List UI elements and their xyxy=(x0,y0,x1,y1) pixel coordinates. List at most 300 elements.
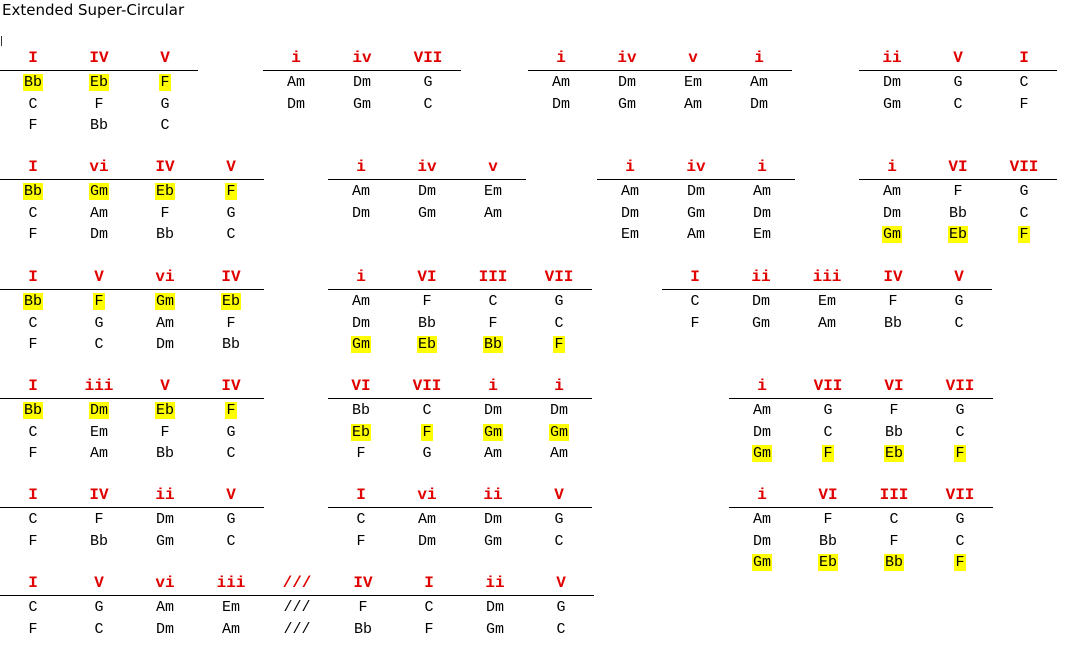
chord-cell xyxy=(460,313,526,334)
roman-numeral-header: iv xyxy=(417,158,437,176)
roman-numeral-header: VII xyxy=(945,377,975,395)
chord-name: /// xyxy=(283,620,311,638)
chord-cell xyxy=(726,94,792,115)
roman-numeral-header: i xyxy=(757,377,767,395)
chord-cell xyxy=(728,291,794,312)
chord-name: Em xyxy=(752,226,771,243)
chord-cell xyxy=(66,291,132,312)
chord-name: F xyxy=(160,204,170,222)
roman-numeral-header: I xyxy=(28,486,38,504)
chord-cell xyxy=(132,443,198,464)
chord-name: Dm xyxy=(485,599,504,616)
header-underline xyxy=(0,179,264,180)
chord-cell xyxy=(526,531,592,552)
chord-cell xyxy=(926,313,992,334)
chord-cell xyxy=(729,552,795,573)
chord-name: F xyxy=(953,183,963,200)
chord-cell xyxy=(460,400,526,421)
chord-cell xyxy=(198,509,264,530)
chord-name: Dm xyxy=(686,183,705,200)
chord-name: Gm xyxy=(617,95,636,113)
chord-cell xyxy=(329,72,395,93)
chord-cell xyxy=(526,291,592,312)
chord-cell xyxy=(395,94,461,115)
chord-name: C xyxy=(422,402,432,419)
chord-name: Gm xyxy=(549,423,568,441)
chord-name: Bb xyxy=(155,226,174,243)
chord-name: F xyxy=(226,183,236,200)
roman-numeral-header: V xyxy=(953,49,963,67)
chord-cell xyxy=(528,619,594,640)
chord-name: C xyxy=(955,423,965,441)
chord-cell xyxy=(0,597,66,618)
chord-name: Am xyxy=(89,204,108,222)
chord-name: C xyxy=(28,95,38,113)
chord-name: C xyxy=(160,117,170,134)
chord-cell xyxy=(795,531,861,552)
chord-name: Eb xyxy=(155,402,174,419)
chord-cell xyxy=(991,224,1057,245)
chord-cell xyxy=(132,400,198,421)
roman-numeral-header: i xyxy=(291,49,301,67)
chord-cell xyxy=(0,224,66,245)
chord-cell xyxy=(660,72,726,93)
roman-numeral-header: i xyxy=(356,158,366,176)
roman-numeral-header: i xyxy=(625,158,635,176)
chord-cell xyxy=(132,291,198,312)
chord-name: Am xyxy=(752,511,771,528)
chord-cell xyxy=(264,619,330,640)
chord-name: C xyxy=(1019,74,1029,91)
chord-cell xyxy=(198,203,264,224)
chord-name: C xyxy=(94,620,104,638)
chord-name: Bb xyxy=(884,423,903,441)
chord-name: F xyxy=(823,445,833,462)
header-underline xyxy=(263,70,461,71)
chord-cell xyxy=(132,313,198,334)
chord-cell xyxy=(66,619,132,640)
chord-cell xyxy=(0,509,66,530)
chord-cell xyxy=(794,291,860,312)
chord-name: G xyxy=(953,74,963,91)
chord-name: F xyxy=(356,532,366,550)
chord-cell xyxy=(394,181,460,202)
roman-numeral-header: VII xyxy=(1009,158,1039,176)
chord-name: Am xyxy=(483,445,502,462)
chord-cell xyxy=(729,531,795,552)
chord-name: Am xyxy=(749,74,768,91)
chord-cell xyxy=(663,203,729,224)
chord-cell xyxy=(991,94,1057,115)
chord-name: F xyxy=(94,95,104,113)
chord-name: Am xyxy=(620,183,639,200)
header-underline xyxy=(0,595,594,596)
chord-cell xyxy=(594,72,660,93)
chord-name: Am xyxy=(351,183,370,200)
chord-cell xyxy=(394,531,460,552)
chord-cell xyxy=(66,443,132,464)
chord-cell xyxy=(330,619,396,640)
roman-numeral-header: ii xyxy=(483,486,503,504)
chord-name: Gm xyxy=(751,314,770,332)
roman-numeral-header: I xyxy=(424,574,434,592)
roman-numeral-header: III xyxy=(478,268,508,286)
chord-cell xyxy=(66,531,132,552)
chord-name: F xyxy=(823,511,833,528)
chord-name: Bb xyxy=(23,293,42,310)
chord-cell xyxy=(198,443,264,464)
chord-cell xyxy=(396,619,462,640)
chord-name: Dm xyxy=(351,314,370,332)
chord-name: C xyxy=(889,511,899,528)
chord-name: /// xyxy=(283,599,311,616)
chord-name: Dm xyxy=(617,74,636,91)
chord-name: Bb xyxy=(89,532,108,550)
chord-cell xyxy=(0,115,66,136)
chord-name: C xyxy=(955,532,965,550)
roman-numeral-header: V xyxy=(160,49,170,67)
chord-cell xyxy=(662,291,728,312)
roman-numeral-header: IV xyxy=(89,49,109,67)
chord-cell xyxy=(460,422,526,443)
chord-cell xyxy=(859,72,925,93)
roman-numeral-header: VI xyxy=(417,268,437,286)
chord-cell xyxy=(132,334,198,355)
chord-cell xyxy=(594,94,660,115)
chord-name: Dm xyxy=(882,74,901,91)
chord-name: F xyxy=(488,314,498,332)
chord-name: Eb xyxy=(417,336,436,353)
chord-name: C xyxy=(554,314,564,332)
chord-name: C xyxy=(823,423,833,441)
chord-cell xyxy=(729,203,795,224)
chord-cell xyxy=(861,509,927,530)
chord-name: F xyxy=(1019,226,1029,243)
chord-name: Eb xyxy=(948,226,967,243)
chord-cell xyxy=(394,334,460,355)
chord-name: Dm xyxy=(351,204,370,222)
chord-cell xyxy=(795,552,861,573)
chord-name: Bb xyxy=(89,117,108,134)
chord-cell xyxy=(597,224,663,245)
roman-numeral-header: i xyxy=(554,377,564,395)
chord-name: C xyxy=(423,95,433,113)
chord-cell xyxy=(394,313,460,334)
roman-numeral-header: VI xyxy=(884,377,904,395)
chord-name: C xyxy=(28,423,38,441)
chord-cell xyxy=(394,422,460,443)
chord-name: C xyxy=(690,293,700,310)
chord-name: F xyxy=(226,402,236,419)
chord-name: Dm xyxy=(882,204,901,222)
roman-numeral-header: ii xyxy=(485,574,505,592)
roman-numeral-header: i xyxy=(754,49,764,67)
chord-name: Am xyxy=(483,204,502,222)
roman-numeral-header: vi xyxy=(89,158,109,176)
roman-numeral-header: IV xyxy=(353,574,373,592)
chord-cell xyxy=(132,619,198,640)
chord-name: C xyxy=(554,532,564,550)
chord-cell xyxy=(861,422,927,443)
chord-name: Dm xyxy=(417,183,436,200)
chord-name: G xyxy=(954,293,964,310)
chord-name: F xyxy=(28,226,38,243)
chord-cell xyxy=(132,203,198,224)
chord-name: Bb xyxy=(221,336,240,353)
chord-cell xyxy=(66,334,132,355)
header-underline xyxy=(729,398,993,399)
chord-name: C xyxy=(356,511,366,528)
chord-name: Dm xyxy=(620,204,639,222)
chord-name: Bb xyxy=(483,336,502,353)
chord-cell xyxy=(198,422,264,443)
roman-numeral-header: v xyxy=(488,158,498,176)
chord-cell xyxy=(132,181,198,202)
chord-name: Dm xyxy=(751,293,770,310)
chord-cell xyxy=(597,181,663,202)
chord-cell xyxy=(528,72,594,93)
header-underline xyxy=(328,507,592,508)
chord-name: C xyxy=(1019,204,1029,222)
chord-cell xyxy=(394,443,460,464)
chord-cell xyxy=(859,224,925,245)
roman-numeral-header: VI xyxy=(818,486,838,504)
document-title: Extended Super-Circular xyxy=(2,1,185,19)
chord-cell xyxy=(198,334,264,355)
chord-name: Am xyxy=(155,599,174,616)
chord-cell xyxy=(460,334,526,355)
chord-cell xyxy=(66,72,132,93)
roman-numeral-header: v xyxy=(688,49,698,67)
chord-cell xyxy=(460,181,526,202)
chord-cell xyxy=(0,334,66,355)
roman-numeral-header: V xyxy=(556,574,566,592)
chord-cell xyxy=(729,224,795,245)
chord-cell xyxy=(198,597,264,618)
chord-name: C xyxy=(226,445,236,462)
chord-cell xyxy=(861,443,927,464)
chord-name: Gm xyxy=(686,204,705,222)
chord-name: Bb xyxy=(351,402,370,419)
chord-cell xyxy=(927,443,993,464)
chord-name: Dm xyxy=(89,226,108,243)
chord-name: Dm xyxy=(483,402,502,419)
roman-numeral-header: IV xyxy=(155,158,175,176)
chord-cell xyxy=(925,94,991,115)
header-underline xyxy=(0,289,264,290)
chord-cell xyxy=(794,313,860,334)
chord-name: F xyxy=(554,336,564,353)
header-underline xyxy=(0,507,264,508)
roman-numeral-header: V xyxy=(160,377,170,395)
chord-cell xyxy=(66,203,132,224)
header-underline xyxy=(528,70,792,71)
chord-cell xyxy=(860,291,926,312)
chord-name: C xyxy=(953,95,963,113)
chord-cell xyxy=(726,72,792,93)
chord-name: C xyxy=(424,599,434,616)
chord-cell xyxy=(859,94,925,115)
chord-name: Gm xyxy=(89,183,108,200)
chord-cell xyxy=(198,619,264,640)
chord-cell xyxy=(925,181,991,202)
roman-numeral-header: iii xyxy=(216,574,246,592)
chord-name: Dm xyxy=(286,95,305,113)
chord-cell xyxy=(991,181,1057,202)
chord-name: F xyxy=(358,599,368,616)
chord-cell xyxy=(0,443,66,464)
chord-name: G xyxy=(423,74,433,91)
roman-numeral-header: i xyxy=(356,268,366,286)
chord-cell xyxy=(925,224,991,245)
chord-name: Am xyxy=(221,620,240,638)
chord-name: Dm xyxy=(155,511,174,528)
chord-cell xyxy=(660,94,726,115)
chord-name: Dm xyxy=(89,402,108,419)
chord-name: Am xyxy=(351,293,370,310)
roman-numeral-header: III xyxy=(879,486,909,504)
chord-cell xyxy=(460,531,526,552)
chord-name: Dm xyxy=(155,336,174,353)
chord-name: F xyxy=(28,336,38,353)
chord-cell xyxy=(460,509,526,530)
chord-cell xyxy=(0,531,66,552)
chord-name: F xyxy=(690,314,700,332)
chord-name: G xyxy=(226,511,236,528)
chord-cell xyxy=(395,72,461,93)
roman-numeral-header: /// xyxy=(282,574,312,592)
roman-numeral-header: V xyxy=(954,268,964,286)
chord-cell xyxy=(927,422,993,443)
chord-cell xyxy=(66,115,132,136)
chord-name: Am xyxy=(286,74,305,91)
chord-name: Eb xyxy=(884,445,903,462)
chord-name: Dm xyxy=(752,204,771,222)
roman-numeral-header: iii xyxy=(84,377,114,395)
chord-name: C xyxy=(226,226,236,243)
chord-name: F xyxy=(1019,95,1029,113)
roman-numeral-header: ii xyxy=(882,49,902,67)
chord-name: F xyxy=(356,445,366,462)
chord-cell xyxy=(861,531,927,552)
chord-cell xyxy=(66,597,132,618)
chord-name: Am xyxy=(683,95,702,113)
chord-name: F xyxy=(226,314,236,332)
roman-numeral-header: iv xyxy=(686,158,706,176)
header-underline xyxy=(328,179,526,180)
chord-cell xyxy=(859,181,925,202)
chord-name: G xyxy=(823,402,833,419)
chord-cell xyxy=(991,203,1057,224)
chord-name: Em xyxy=(817,293,836,310)
chord-name: Dm xyxy=(483,511,502,528)
roman-numeral-header: VI xyxy=(948,158,968,176)
chord-name: F xyxy=(160,423,170,441)
chord-cell xyxy=(0,422,66,443)
chord-cell xyxy=(728,313,794,334)
chord-name: G xyxy=(955,402,965,419)
chord-cell xyxy=(860,313,926,334)
chord-name: Gm xyxy=(752,554,771,571)
chord-name: Bb xyxy=(884,554,903,571)
chord-cell xyxy=(198,291,264,312)
chord-cell xyxy=(396,597,462,618)
chord-name: C xyxy=(28,599,38,616)
roman-numeral-header: IV xyxy=(89,486,109,504)
chord-name: Em xyxy=(483,183,502,200)
chord-cell xyxy=(528,94,594,115)
chord-cell xyxy=(264,597,330,618)
chord-name: Gm xyxy=(352,95,371,113)
chord-name: Bb xyxy=(23,402,42,419)
roman-numeral-header: ii xyxy=(155,486,175,504)
chord-name: F xyxy=(94,293,104,310)
chord-name: G xyxy=(94,314,104,332)
chord-name: Am xyxy=(551,74,570,91)
chord-name: Em xyxy=(683,74,702,91)
chord-cell xyxy=(198,400,264,421)
chord-name: F xyxy=(28,445,38,462)
chord-cell xyxy=(528,597,594,618)
chord-name: G xyxy=(226,204,236,222)
chord-cell xyxy=(394,203,460,224)
chord-name: Dm xyxy=(551,95,570,113)
chord-name: Eb xyxy=(155,183,174,200)
chord-name: Dm xyxy=(549,402,568,419)
roman-numeral-header: vi xyxy=(155,268,175,286)
header-underline xyxy=(328,289,592,290)
chord-name: F xyxy=(94,511,104,528)
chord-cell xyxy=(263,94,329,115)
chord-name: C xyxy=(28,204,38,222)
chord-cell xyxy=(328,313,394,334)
chord-cell xyxy=(0,313,66,334)
chord-name: Eb xyxy=(89,74,108,91)
chord-cell xyxy=(328,181,394,202)
chord-cell xyxy=(526,509,592,530)
chord-name: F xyxy=(889,532,899,550)
chord-name: F xyxy=(28,620,38,638)
chord-name: F xyxy=(424,620,434,638)
chord-name: F xyxy=(28,532,38,550)
chord-cell xyxy=(462,619,528,640)
roman-numeral-header: VII xyxy=(813,377,843,395)
chord-cell xyxy=(926,291,992,312)
chord-cell xyxy=(0,181,66,202)
chord-cell xyxy=(460,291,526,312)
chord-cell xyxy=(132,531,198,552)
chord-name: Am xyxy=(686,226,705,243)
chord-cell xyxy=(66,509,132,530)
chord-name: G xyxy=(94,599,104,616)
chord-cell xyxy=(198,181,264,202)
chord-name: C xyxy=(954,314,964,332)
chord-name: Gm xyxy=(882,226,901,243)
chord-name: Eb xyxy=(221,293,240,310)
roman-numeral-header: IV xyxy=(221,377,241,395)
chord-cell xyxy=(132,224,198,245)
chord-cell xyxy=(198,531,264,552)
chord-name: F xyxy=(955,445,965,462)
chord-cell xyxy=(526,313,592,334)
chord-name: G xyxy=(955,511,965,528)
chord-name: Dm xyxy=(752,423,771,441)
roman-numeral-header: I xyxy=(690,268,700,286)
chord-cell xyxy=(925,203,991,224)
chord-name: Am xyxy=(752,402,771,419)
chord-name: Gm xyxy=(483,423,502,441)
chord-cell xyxy=(729,443,795,464)
